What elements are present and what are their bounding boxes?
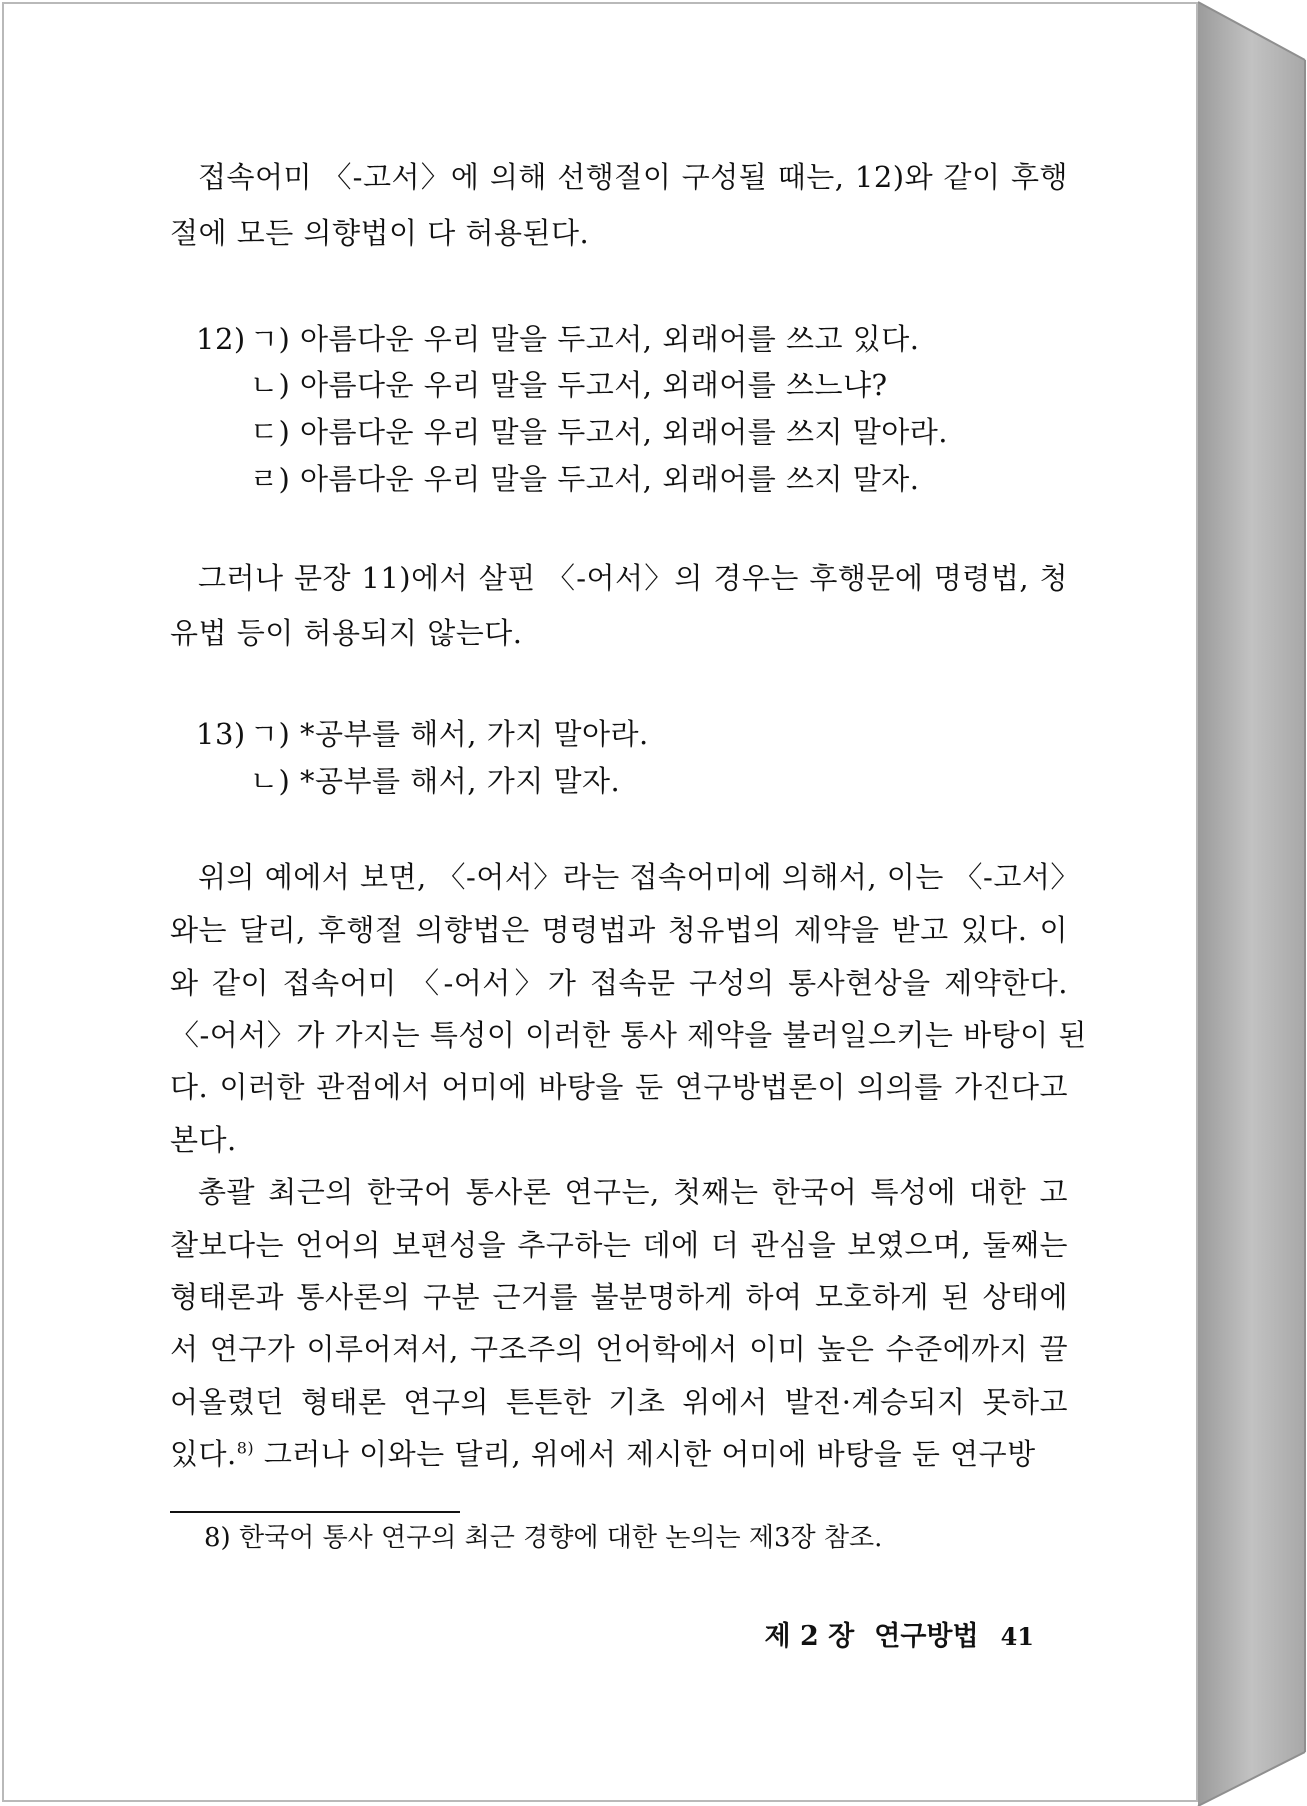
paragraph-line: 다. 이러한 관점에서 어미에 바탕을 둔 연구방법론이 의의를 가진다고	[170, 1070, 1068, 1104]
text-run: 그러나 이와는 달리, 위에서 제시한 어미에 바탕을 둔 연구방	[254, 1437, 1036, 1471]
footnote-reference[interactable]: 8)	[236, 1438, 255, 1458]
example-text: 아름다운 우리 말을 두고서, 외래어를 쓰지 말아라.	[300, 415, 949, 449]
example-text: *공부를 해서, 가지 말아라.	[300, 717, 649, 751]
example-number: 13)	[196, 717, 246, 751]
paragraph-line: 와 같이 접속어미 〈-어서〉가 접속문 구성의 통사현상을 제약한다.	[170, 966, 1068, 1000]
paragraph-line: 와는 달리, 후행절 의향법은 명령법과 청유법의 제약을 받고 있다. 이	[170, 913, 1068, 947]
example-mark: ㄴ)	[250, 764, 291, 798]
example-mark: ㄴ)	[250, 368, 291, 402]
paragraph-line: 〈-어서〉가 가지는 특성이 이러한 통사 제약을 불러일으키는 바탕이 된	[170, 1018, 1087, 1052]
example-number: 12)	[196, 322, 246, 356]
paragraph-line: 형태론과 통사론의 구분 근거를 불분명하게 하여 모호하게 된 상태에	[170, 1280, 1068, 1314]
example-mark: ㄱ)	[250, 322, 291, 356]
example-mark: ㄱ)	[250, 717, 291, 751]
page-number: 41	[1000, 1622, 1034, 1651]
example-text: *공부를 해서, 가지 말자.	[300, 764, 621, 798]
book-page	[2, 2, 1198, 1802]
paragraph-line: 절에 모든 의향법이 다 허용된다.	[170, 216, 590, 250]
example-mark: ㄹ)	[250, 462, 291, 496]
paragraph-line: 본다.	[170, 1123, 237, 1157]
example-text: 아름다운 우리 말을 두고서, 외래어를 쓰지 말자.	[300, 462, 920, 496]
footnote: 8) 한국어 통사 연구의 최근 경향에 대한 논의는 제3장 참조.	[204, 1523, 883, 1553]
paragraph-line: 총괄 최근의 한국어 통사론 연구는, 첫째는 한국어 특성에 대한 고	[198, 1175, 1068, 1209]
paragraph-line: 접속어미 〈-고서〉에 의해 선행절이 구성될 때는, 12)와 같이 후행	[198, 160, 1068, 194]
paragraph-line: 그러나 문장 11)에서 살핀 〈-어서〉의 경우는 후행문에 명령법, 청	[198, 561, 1068, 595]
running-footer	[4, 1614, 1034, 1653]
paragraph-line	[170, 1434, 1068, 1474]
text-run: 있다.	[170, 1437, 237, 1471]
paragraph-line: 어올렸던 형태론 연구의 튼튼한 기초 위에서 발전·계승되지 못하고	[170, 1385, 1068, 1419]
footer-title: 연구방법	[874, 1621, 979, 1652]
example-text: 아름다운 우리 말을 두고서, 외래어를 쓰느냐?	[300, 368, 888, 402]
example-mark: ㄷ)	[250, 415, 291, 449]
footnote-divider	[170, 1511, 460, 1513]
example-text: 아름다운 우리 말을 두고서, 외래어를 쓰고 있다.	[300, 322, 920, 356]
paragraph-line: 서 연구가 이루어져서, 구조주의 언어학에서 이미 높은 수준에까지 끌	[170, 1332, 1068, 1366]
paragraph-line: 위의 예에서 보면, 〈-어서〉라는 접속어미에 의해서, 이는 〈-고서〉	[198, 860, 1080, 894]
footer-chapter: 제 2 장	[764, 1621, 855, 1652]
paragraph-line: 유법 등이 허용되지 않는다.	[170, 616, 523, 650]
paragraph-line: 찰보다는 언어의 보편성을 추구하는 데에 더 관심을 보였으며, 둘째는	[170, 1228, 1068, 1262]
